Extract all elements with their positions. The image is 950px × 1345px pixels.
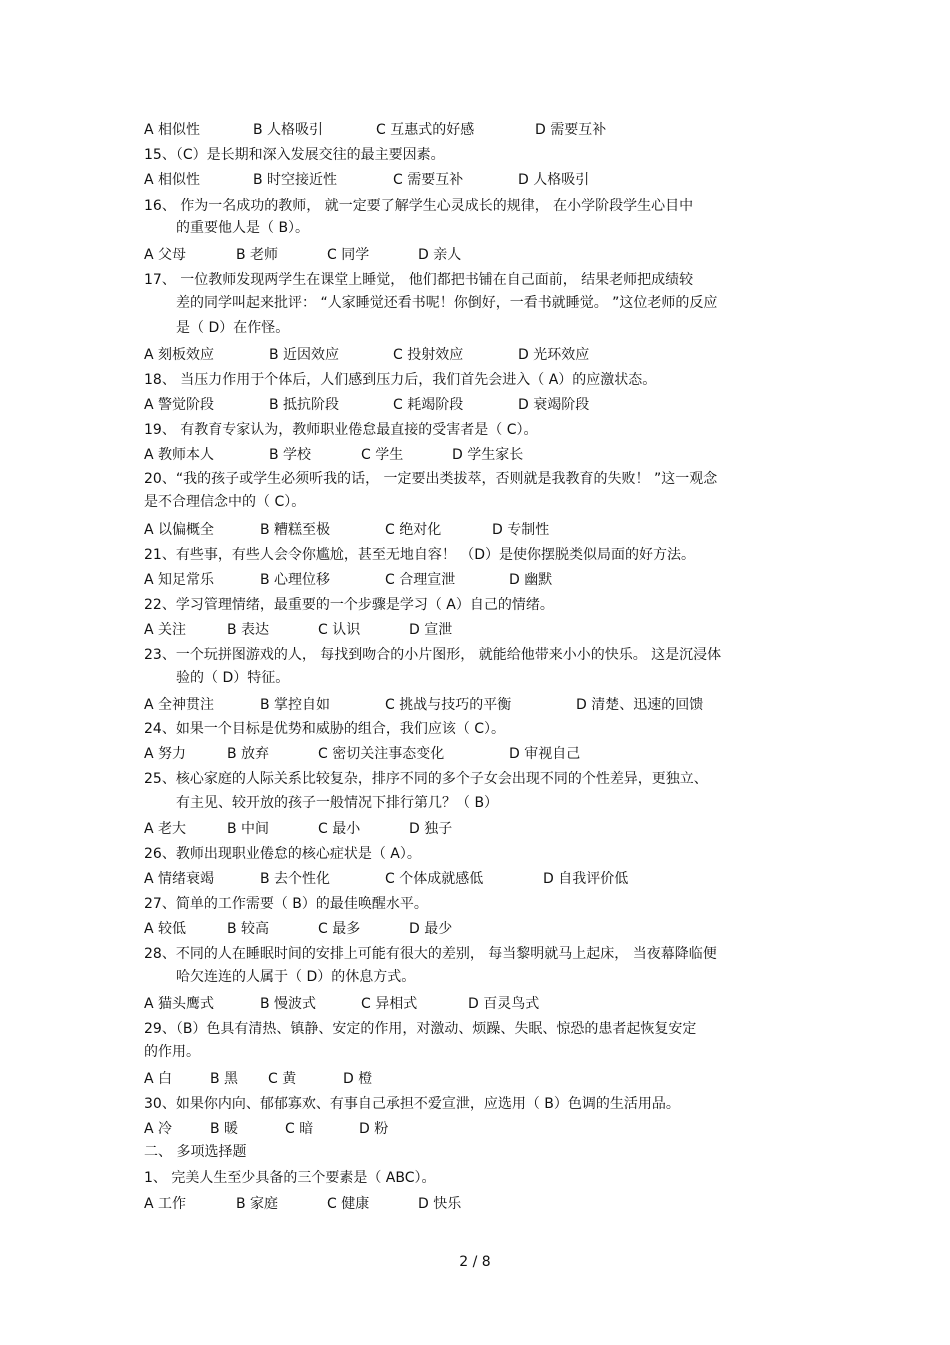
option-b: B 暖 bbox=[210, 1121, 239, 1137]
option-a: A 工作 bbox=[144, 1196, 187, 1212]
option-a: A 教师本人 bbox=[144, 447, 215, 463]
option-d: D 百灵鸟式 bbox=[468, 996, 540, 1012]
option-c: C 互惠式的好感 bbox=[376, 122, 475, 138]
option-c: C 暗 bbox=[285, 1121, 314, 1137]
question-23-line-2: 验的（ D）特征。 bbox=[176, 670, 290, 686]
option-b: B 心理位移 bbox=[260, 572, 331, 588]
option-d: D 审视自己 bbox=[509, 746, 581, 762]
question-30: 30、如果你内向、郁郁寡欢、有事自己承担不爱宣泄，应选用（ B）色调的生活用品。 bbox=[144, 1096, 680, 1112]
question-28-line-1: 28、不同的人在睡眠时间的安排上可能有很大的差别， 每当黎明就马上起床， 当夜幕降临便 bbox=[144, 946, 717, 962]
question-23-line-1: 23、一个玩拼图游戏的人， 每找到吻合的小片图形， 就能给他带来小小的快乐。 这是沉浸体 bbox=[144, 647, 722, 663]
option-c: C 黄 bbox=[268, 1071, 297, 1087]
option-b: B 中间 bbox=[227, 821, 270, 837]
option-d: D 清楚、迅速的回馈 bbox=[576, 697, 704, 713]
question-24: 24、如果一个目标是优势和威胁的组合，我们应该（ C）。 bbox=[144, 721, 506, 737]
option-c: C 异相式 bbox=[361, 996, 418, 1012]
question-28-line-2: 哈欠连连的人属于（ D）的休息方式。 bbox=[176, 969, 416, 985]
option-b: B 表达 bbox=[227, 622, 270, 638]
question-17-line-1: 17、 一位教师发现两学生在课堂上睡觉， 他们都把书铺在自己面前， 结果老师把成绩较 bbox=[144, 272, 694, 288]
question-27: 27、简单的工作需要（ B）的最佳唤醒水平。 bbox=[144, 896, 428, 912]
option-b: B 时空接近性 bbox=[253, 172, 338, 188]
option-c: C 投射效应 bbox=[393, 347, 464, 363]
option-d: D 需要互补 bbox=[535, 122, 607, 138]
option-d: D 宣泄 bbox=[409, 622, 453, 638]
option-c: C 同学 bbox=[327, 247, 370, 263]
option-c: C 健康 bbox=[327, 1196, 370, 1212]
option-b: B 放弃 bbox=[227, 746, 270, 762]
option-d: D 自我评价低 bbox=[543, 871, 629, 887]
multi-question-1: 1、 完美人生至少具备的三个要素是（ ABC）。 bbox=[144, 1170, 436, 1186]
option-a: A 知足常乐 bbox=[144, 572, 215, 588]
option-a: A 较低 bbox=[144, 921, 187, 937]
option-d: D 衰竭阶段 bbox=[518, 397, 590, 413]
question-20-line-2: 是不合理信念中的（ C）。 bbox=[144, 494, 306, 510]
question-16-line-2: 的重要他人是（ B）。 bbox=[176, 220, 310, 236]
option-b: B 老师 bbox=[236, 247, 279, 263]
option-d: D 橙 bbox=[343, 1071, 373, 1087]
option-b: B 慢波式 bbox=[260, 996, 317, 1012]
option-a: A 关注 bbox=[144, 622, 187, 638]
option-c: C 个体成就感低 bbox=[385, 871, 484, 887]
option-d: D 光环效应 bbox=[518, 347, 590, 363]
question-19: 19、 有教育专家认为，教师职业倦怠最直接的受害者是（ C）。 bbox=[144, 422, 538, 438]
question-20-line-1: 20、“我的孩子或学生必须听我的话， 一定要出类拔萃，否则就是我教育的失败！ ”这一观念 bbox=[144, 471, 718, 487]
option-a: A 老大 bbox=[144, 821, 187, 837]
option-d: D 学生家长 bbox=[452, 447, 524, 463]
page-number: 2 / 8 bbox=[459, 1254, 491, 1270]
option-b: B 较高 bbox=[227, 921, 270, 937]
option-c: C 认识 bbox=[318, 622, 361, 638]
option-b: B 学校 bbox=[269, 447, 312, 463]
option-d: D 亲人 bbox=[418, 247, 462, 263]
option-a: A 警觉阶段 bbox=[144, 397, 215, 413]
question-26: 26、教师出现职业倦怠的核心症状是（ A）。 bbox=[144, 846, 421, 862]
question-16-line-1: 16、 作为一名成功的教师， 就一定要了解学生心灵成长的规律， 在小学阶段学生心目中 bbox=[144, 198, 694, 214]
option-a: A 相似性 bbox=[144, 122, 201, 138]
option-b: B 近因效应 bbox=[269, 347, 340, 363]
option-a: A 父母 bbox=[144, 247, 187, 263]
option-d: D 专制性 bbox=[492, 522, 550, 538]
option-a: A 以偏概全 bbox=[144, 522, 215, 538]
option-d: D 幽默 bbox=[509, 572, 553, 588]
question-18: 18、 当压力作用于个体后，人们感到压力后，我们首先会进入（ A）的应激状态。 bbox=[144, 372, 657, 388]
option-c: C 需要互补 bbox=[393, 172, 464, 188]
option-d: D 人格吸引 bbox=[518, 172, 590, 188]
option-c: C 耗竭阶段 bbox=[393, 397, 464, 413]
option-b: B 去个性化 bbox=[260, 871, 331, 887]
option-a: A 全神贯注 bbox=[144, 697, 215, 713]
option-a: A 相似性 bbox=[144, 172, 201, 188]
option-b: B 黑 bbox=[210, 1071, 239, 1087]
option-a: A 刻板效应 bbox=[144, 347, 215, 363]
option-a: A 白 bbox=[144, 1071, 173, 1087]
option-b: B 家庭 bbox=[236, 1196, 279, 1212]
option-c: C 最多 bbox=[318, 921, 361, 937]
option-a: A 情绪衰竭 bbox=[144, 871, 215, 887]
option-c: C 挑战与技巧的平衡 bbox=[385, 697, 512, 713]
option-b: B 抵抗阶段 bbox=[269, 397, 340, 413]
option-a: A 冷 bbox=[144, 1121, 173, 1137]
option-c: C 密切关注事态变化 bbox=[318, 746, 445, 762]
option-c: C 学生 bbox=[361, 447, 404, 463]
option-a: A 猫头鹰式 bbox=[144, 996, 215, 1012]
question-25-line-1: 25、核心家庭的人际关系比较复杂，排序不同的多个子女会出现不同的个性差异，更独立、 bbox=[144, 771, 708, 787]
question-21: 21、有些事，有些人会令你尴尬，甚至无地自容！ （D）是使你摆脱类似局面的好方法。 bbox=[144, 547, 696, 563]
option-b: B 掌控自如 bbox=[260, 697, 331, 713]
option-c: C 绝对化 bbox=[385, 522, 442, 538]
question-29-line-2: 的作用。 bbox=[144, 1044, 200, 1060]
question-17-line-3: 是（ D）在作怪。 bbox=[176, 320, 290, 336]
section-heading: 二、 多项选择题 bbox=[144, 1144, 247, 1160]
option-a: A 努力 bbox=[144, 746, 187, 762]
option-b: B 糟糕至极 bbox=[260, 522, 331, 538]
question-17-line-2: 差的同学叫起来批评： “人家睡觉还看书呢！你倒好，一看书就睡觉。 ”这位老师的反应 bbox=[176, 295, 718, 311]
question-25-line-2: 有主见、较开放的孩子一般情况下排行第几？（ B） bbox=[176, 795, 499, 811]
question-15: 15、（C）是长期和深入发展交往的最主要因素。 bbox=[144, 147, 445, 163]
option-b: B 人格吸引 bbox=[253, 122, 324, 138]
option-d: D 快乐 bbox=[418, 1196, 462, 1212]
question-22: 22、学习管理情绪，最重要的一个步骤是学习（ A）自己的情绪。 bbox=[144, 597, 554, 613]
option-c: C 最小 bbox=[318, 821, 361, 837]
option-c: C 合理宣泄 bbox=[385, 572, 456, 588]
option-d: D 粉 bbox=[359, 1121, 389, 1137]
question-29-line-1: 29、（B）色具有清热、镇静、安定的作用，对激动、烦躁、失眠、惊恐的患者起恢复安定 bbox=[144, 1021, 697, 1037]
option-d: D 最少 bbox=[409, 921, 453, 937]
option-d: D 独子 bbox=[409, 821, 453, 837]
